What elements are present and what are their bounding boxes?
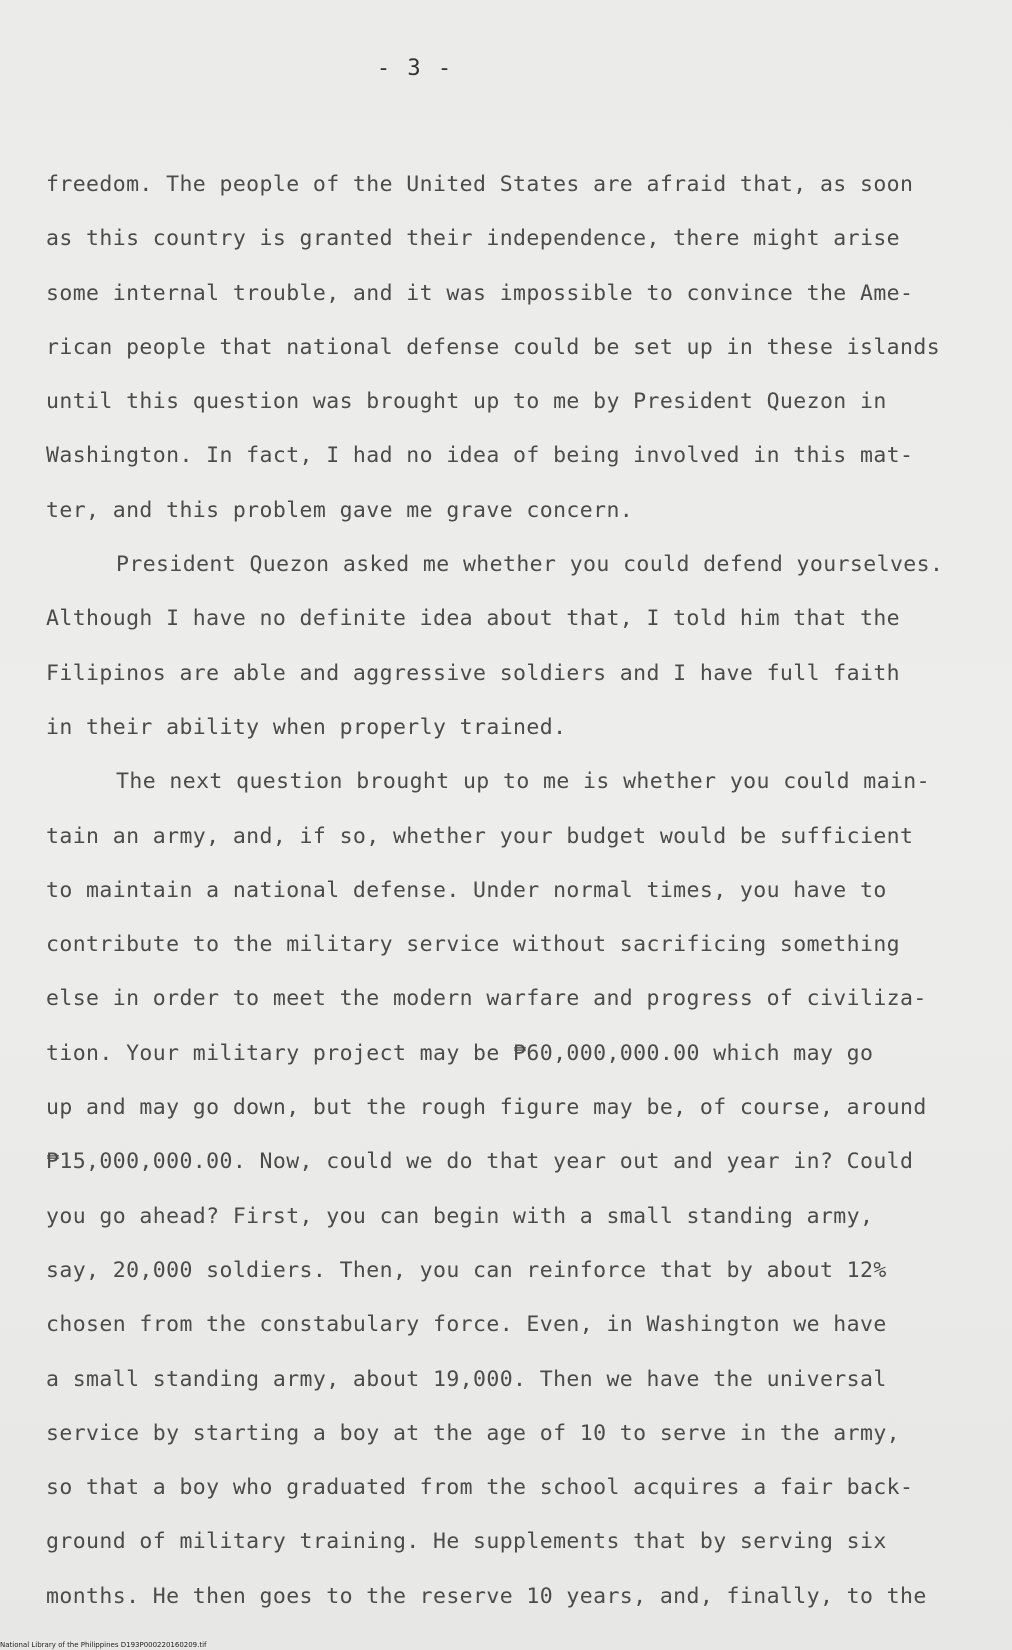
text-line: some internal trouble, and it was impossible to convince the Ame- xyxy=(46,280,914,306)
text-line: contribute to the military service without sacrificing something xyxy=(46,932,901,958)
page-number: - 3 - xyxy=(376,56,454,81)
text-line: months. He then goes to the reserve 10 years, and, finally, to the xyxy=(46,1583,927,1609)
text-line: rican people that national defense could be set up in these islands xyxy=(46,334,941,360)
text-line: ground of military training. He supplements that by serving six xyxy=(46,1529,887,1555)
text-line: say, 20,000 soldiers. Then, you can reinforce that by about 12% xyxy=(46,1257,887,1283)
text-line: Filipinos are able and aggressive soldiers and I have full faith xyxy=(46,660,901,686)
text-line: freedom. The people of the United States are afraid that, as soon xyxy=(46,172,914,197)
text-line: Washington. In fact, I had no idea of being involved in this mat- xyxy=(46,443,914,469)
text-line: until this question was brought up to me by President Quezon in xyxy=(46,389,887,415)
text-line: you go ahead? First, you can begin with a small standing army, xyxy=(46,1203,874,1229)
text-line: else in order to meet the modern warfare and progress of civiliza- xyxy=(46,986,927,1012)
text-line: as this country is granted their independence, there might arise xyxy=(46,226,901,252)
text-line: service by starting a boy at the age of 10 to serve in the army, xyxy=(46,1420,901,1446)
archive-footer: National Library of the Philippines D193P000220160209.tif xyxy=(0,1641,207,1649)
text-line: ₱15,000,000.00. Now, could we do that year out and year in? Could xyxy=(46,1149,914,1175)
text-line: a small standing army, about 19,000. Then we have the universal xyxy=(46,1366,887,1392)
text-line: up and may go down, but the rough figure may be, of course, around xyxy=(46,1095,927,1121)
text-line: so that a boy who graduated from the school acquires a fair back- xyxy=(46,1475,914,1501)
text-line: The next question brought up to me is whether you could main- xyxy=(116,769,930,795)
text-line: tion. Your military project may be ₱60,000,000.00 which may go xyxy=(46,1040,874,1066)
text-line: President Quezon asked me whether you could defend yourselves. xyxy=(116,552,944,578)
text-line: chosen from the constabulary force. Even, in Washington we have xyxy=(46,1312,887,1338)
text-line: tain an army, and, if so, whether your budget would be sufficient xyxy=(46,823,914,849)
text-line: ter, and this problem gave me grave concern. xyxy=(46,497,634,523)
text-line: Although I have no definite idea about that, I told him that the xyxy=(46,606,901,632)
text-line: to maintain a national defense. Under normal times, you have to xyxy=(46,877,887,903)
text-line: in their ability when properly trained. xyxy=(46,714,567,740)
document-body xyxy=(46,158,966,1624)
